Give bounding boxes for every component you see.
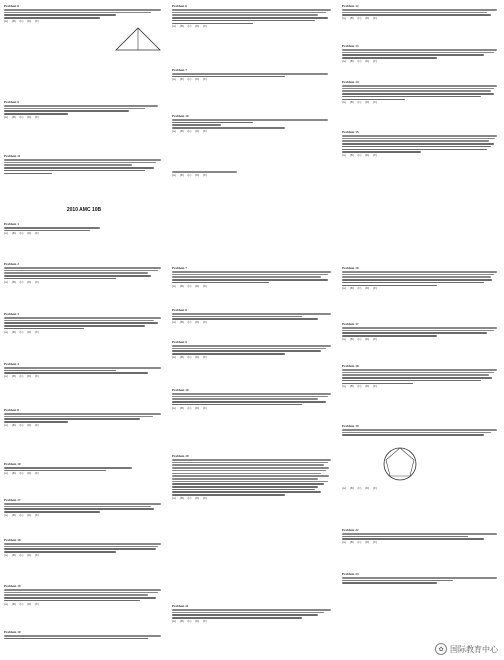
problem-title: Problem 9 (4, 100, 19, 104)
problem-title: Problem 1 (4, 222, 19, 226)
problem-title: Problem 3 (4, 312, 19, 316)
problem-title: Problem 19 (4, 584, 21, 588)
problem-block (342, 424, 500, 437)
circle-figure (382, 446, 418, 482)
answer-choices: (A) (B) (C) (D) (E) (4, 19, 39, 23)
problem-title: Problem 4 (4, 362, 19, 366)
problem-title: Problem 8 (172, 308, 187, 312)
problem-block: Problem 4 (A) (B) (C) (D) (E) (4, 362, 164, 378)
problem-block: Problem 16 (A) (B) (C) (D) (E) (342, 266, 500, 290)
problem-title: Problem 23 (342, 572, 359, 576)
problem-title: Problem 7 (172, 266, 187, 270)
problem-title: Problem 18 (4, 538, 21, 542)
section-title: 2010 AMC 10B (66, 207, 102, 213)
problem-block: Problem 10 (A) (B) (C) (D) (E) (172, 388, 334, 410)
problem-block: Problem 18 (A) (B) (C) (D) (E) (342, 364, 500, 388)
problem-block: (A) (B) (C) (D) (E) (342, 487, 377, 490)
watermark (435, 643, 498, 655)
problem-title: Problem 10 (172, 114, 189, 118)
problem-block: Problem 9 (A) (B) (C) (D) (E) (172, 340, 334, 359)
problem-title: Problem 22 (342, 528, 359, 532)
problem-block: Problem 13 (A) (B) (C) (D) (E) (342, 44, 500, 63)
problem-block: Problem 8 (A) (B) (C) (D) (E) (4, 408, 164, 427)
problem-title: Problem 17 (4, 498, 21, 502)
problem-block: Problem 10 (A) (B) (C) (D) (E) (172, 114, 334, 133)
problem-block: Problem 8 (A) (B) (C) (D) (E) (172, 308, 334, 324)
problem-block: Problem 7 (A) (B) (C) (D) (E) (172, 68, 334, 81)
problem-title: Problem 11 (4, 154, 21, 158)
problem-title: Problem 9 (172, 340, 187, 344)
problem-title: Problem 21 (172, 604, 189, 608)
problem-title: Problem 20 (172, 454, 189, 458)
problem-title: Problem 18 (342, 364, 359, 368)
problem-title: Problem 10 (4, 630, 21, 634)
problem-block: Problem 21 (A) (B) (C) (D) (E) (172, 604, 334, 623)
problem-title: Problem 10 (4, 462, 21, 466)
problem-block: Problem 9 (A) (B) (C) (D) (E) (4, 100, 164, 119)
problem-title: Problem 14 (342, 80, 359, 84)
problem-block: (A) (B) (C) (D) (E) (172, 170, 334, 177)
problem-block: Problem 7 (A) (B) (C) (D) (E) (172, 266, 334, 288)
problem-block: Problem 19 (A) (B) (C) (D) (E) (4, 584, 164, 606)
problem-title: Problem 19 (342, 424, 359, 428)
problem-block (4, 154, 164, 175)
problem-title: Problem 10 (172, 388, 189, 392)
problem-title: Problem 17 (342, 322, 359, 326)
triangle-figure (112, 24, 164, 54)
problem-block: Problem 18 (A) (B) (C) (D) (E) (4, 538, 164, 557)
problem-block: Problem 10 (A) (B) (C) (D) (E) (4, 462, 164, 475)
problem-title: Problem 8 (4, 4, 19, 8)
problem-block: Problem 17 (A) (B) (C) (D) (E) (4, 498, 164, 517)
problem-title: Problem 15 (342, 130, 359, 134)
problem-title: Problem 13 (342, 44, 359, 48)
problem-block: Problem 2 (A) (B) (C) (D) (E) (4, 262, 164, 284)
problem-title: Problem 6 (172, 4, 187, 8)
problem-block (4, 4, 164, 23)
problem-block: Problem 6 (A) (B) (C) (D) (E) (172, 4, 334, 28)
problem-block: Problem 14 (A) (B) (C) (D) (E) (342, 80, 500, 104)
problem-block: Problem 12 (A) (B) (C) (D) (E) (342, 4, 500, 20)
problem-title: Problem 7 (172, 68, 187, 72)
problem-block: Problem 17 (A) (B) (C) (D) (E) (342, 322, 500, 341)
problem-title: Problem 2 (4, 262, 19, 266)
problem-block (342, 572, 500, 585)
problem-block: Problem 1 (A) (B) (C) (D) (E) (4, 222, 164, 235)
watermark-label: 国际教育中心 (450, 644, 498, 654)
problem-block: Problem 3 (A) (B) (C) (D) (E) (4, 312, 164, 334)
problem-title: Problem 16 (342, 266, 359, 270)
problem-block: Problem 15 (A) (B) (C) (D) (E) (342, 130, 500, 157)
problem-title: Problem 8 (4, 408, 19, 412)
problem-title: Problem 12 (342, 4, 359, 8)
wechat-icon: ✿ (435, 643, 447, 655)
problem-block (4, 630, 164, 640)
problem-block: Problem 20 (A) (B) (C) (D) (E) (172, 454, 334, 500)
problem-block: Problem 22 (A) (B) (C) (D) (E) (342, 528, 500, 544)
